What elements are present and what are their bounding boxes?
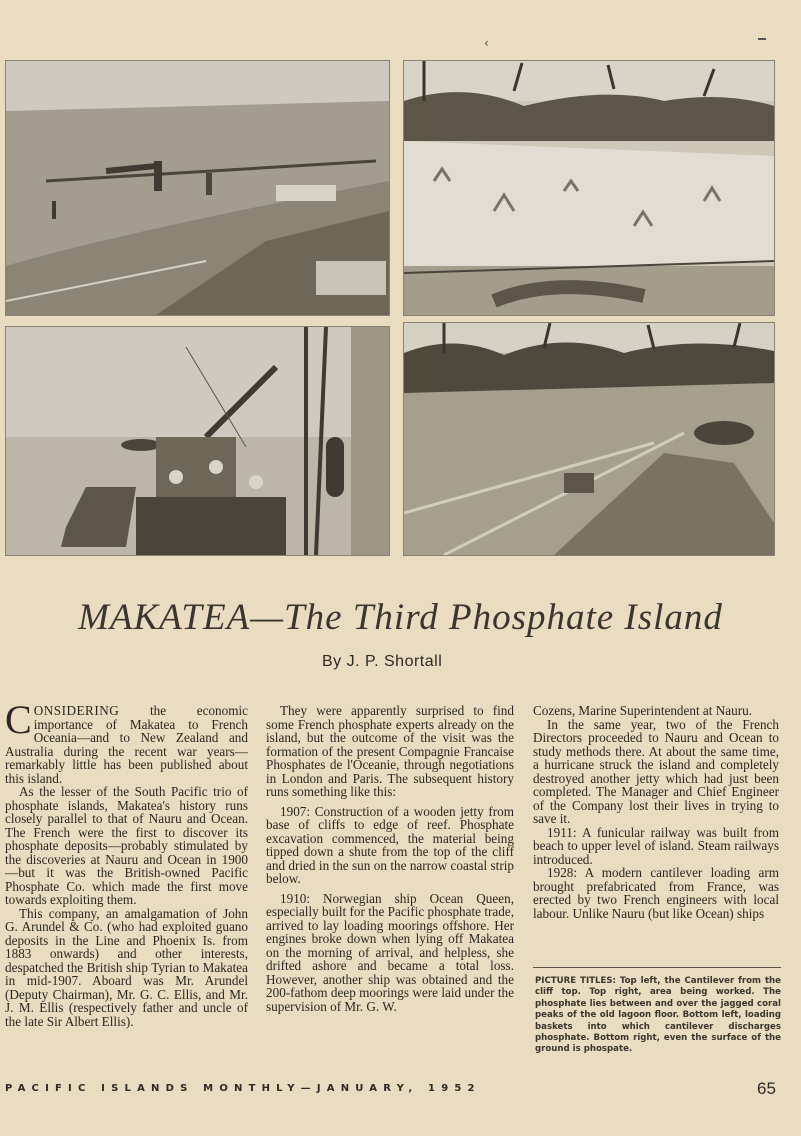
page-mark: ‹: [484, 36, 489, 50]
paragraph: 1911: A funicular railway was built from beach to upper level of island. Steam railways introduced.: [533, 824, 779, 867]
paragraph: 1910: Norwegian ship Ocean Queen, especially built for the Pacific phosphate trade, arrived to lay loading moorings offshore. Her engines broke down when lying off Makatea on the morning of arrival, and helpless, she drifted ashore and became a total loss. However, another ship was obtained and the 200-fathom deep moorings were laid under the supervision of Mr. G. W.: [266, 890, 514, 1014]
page-number: 65: [757, 1079, 776, 1098]
opening-word: ONSIDERING: [33, 703, 120, 718]
paragraph: This company, an amalgamation of John G. Arundel & Co. (who had exploited guano deposits in the Line and Phoenix Is. from 1883 onwards) and other interests, despatched the British ship Tyrian to Makatea in mid-1907. Aboard was Mr. Arundel (Deputy Chairman), Mr. G. C. Ellis, and Mr. J. M. Ellis (respectively father and uncle of the late Sir Albert Ellis).: [5, 905, 248, 1029]
text-column-2: [266, 704, 514, 1013]
text-column-3: [533, 704, 779, 920]
paragraph: In the same year, two of the French Directors proceeded to Nauru and Ocean to study methods there. At about the same time, a hurricane struck the island and completely destroyed another jetty which had just been completed. The Manager and Chief Engineer of the Company lost their lives in trying to save it.: [533, 716, 779, 826]
paragraph: They were apparently surprised to find some French phosphate experts already on the island, but the outcome of the visit was the formation of the present Compagnie Francaise Phosphates de l'Oceanie, through negotiations in London and Paris. The subsequent history runs something like this:: [266, 703, 514, 799]
drop-cap: C: [5, 697, 32, 742]
text-column-1: [5, 697, 248, 1029]
article-title: MAKATEA—The Third Phosphate Island: [78, 597, 723, 638]
photo-cantilever-cliff-top: [5, 60, 390, 316]
paragraph: Cozens, Marine Superintendent at Nauru.: [533, 703, 752, 718]
page-dash-mark: [758, 38, 766, 40]
running-footer: PACIFIC ISLANDS MONTHLY—JANUARY, 1952: [5, 1083, 481, 1094]
article-byline: By J. P. Shortall: [322, 653, 443, 670]
paragraph: [5, 697, 248, 786]
paragraph: 1928: A modern cantilever loading arm brought prefabricated from France, was erected by two French engineers with local labour. Unlike Nauru (but like Ocean) ships: [533, 865, 779, 921]
paragraph: As the lesser of the South Pacific trio of phosphate islands, Makatea's history runs closely parallel to that of Nauru and Ocean. The French were the first to discover its phosphate deposits—probably stimulated by the discoveries at Nauru and Ocean in 1900—but it was the British-owned Pacific Phosphate Co. which made the first move towards exploiting them.: [5, 784, 248, 907]
paragraph-text: the economic importance of Makatea to French Oceania—and to New Zealand and Australia during the recent war years—remarkably little has been published about this island.: [5, 703, 248, 786]
photo-ground-surface: [403, 322, 775, 556]
photo-area-being-worked: [403, 60, 775, 316]
picture-captions: PICTURE TITLES: Top left, the Cantilever from the cliff top. Top right, area being worked. The phosphate lies between and over the jagged coral peaks of the old lagoon floor. Bottom left, loading baskets into which cantilever discharges phosphate. Bottom right, even the surface of the ground is phospate.: [535, 976, 781, 1055]
caption-divider: [533, 967, 781, 968]
photo-loading-baskets: [5, 326, 390, 556]
paragraph: 1907: Construction of a wooden jetty from base of cliffs to edge of reef. Phosphate excavation commenced, the material being tipped down a shute from the top of the cliff and dried in the sun on the narrow coastal strip below.: [266, 803, 514, 886]
